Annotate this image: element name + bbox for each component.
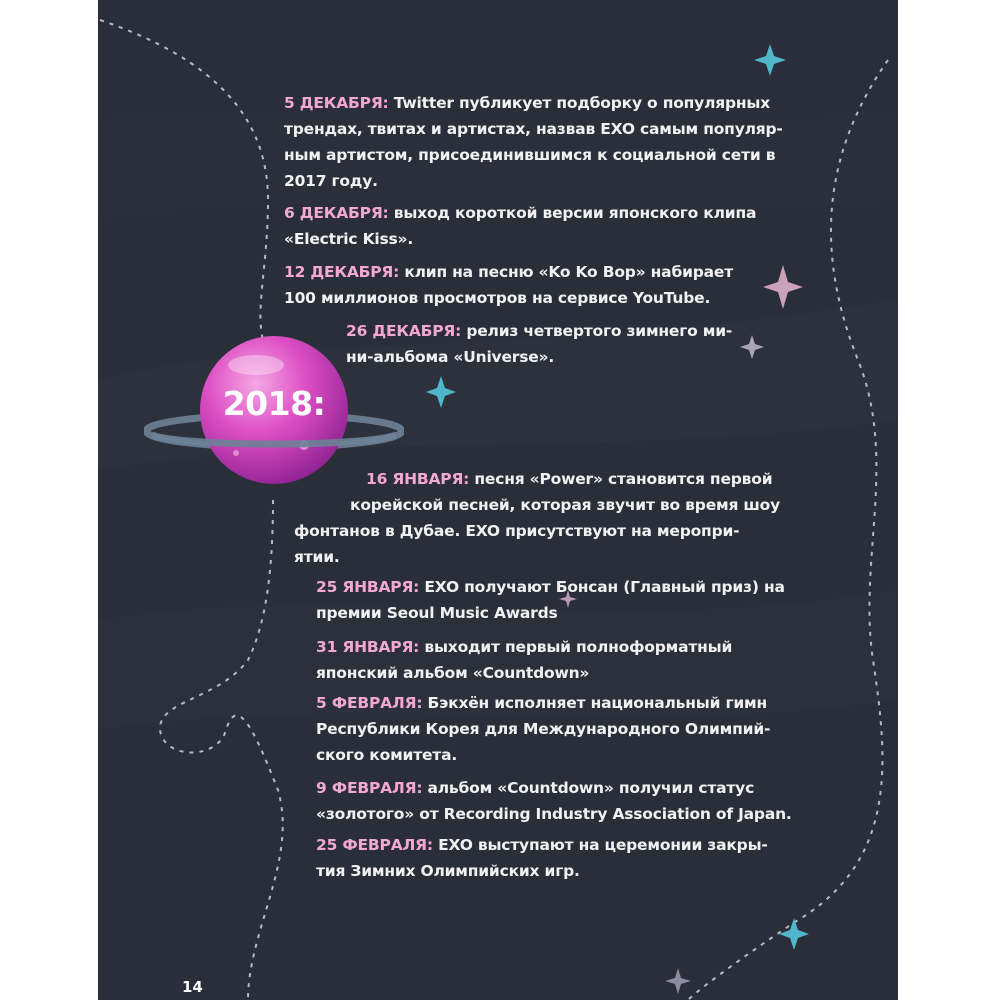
timeline-entry (316, 574, 836, 626)
entry-date: 9 ФЕВРАЛЯ: (316, 779, 423, 797)
entry-text: EXO выступают на церемонии закры- (432, 836, 768, 854)
timeline-entry (316, 832, 856, 884)
entry-text: «Electric Kiss». (284, 230, 414, 248)
page-number: 14 (182, 978, 203, 996)
entry-date: 16 ЯНВАРЯ: (366, 470, 470, 488)
entry-text: ни-альбома «Universe». (346, 348, 555, 366)
book-page (98, 0, 898, 1000)
entry-date: 26 ДЕКАБРЯ: (346, 322, 462, 340)
entry-text: фонтанов в Дубае. EXO присутствуют на меропри- (294, 522, 740, 540)
entry-text: ского комитета. (316, 746, 458, 764)
entry-text: премии Seoul Music Awards (316, 604, 558, 622)
entry-text: Бэкхён исполняет национальный гимн (422, 694, 767, 712)
entry-text: Twitter публикует подборку о популярных (388, 94, 771, 112)
entry-date: 5 ДЕКАБРЯ: (284, 94, 389, 112)
entry-text: 2017 году. (284, 172, 378, 190)
entry-text: выходит первый полноформатный (419, 638, 733, 656)
timeline-entry (316, 775, 856, 827)
entry-date: 12 ДЕКАБРЯ: (284, 263, 400, 281)
entry-date: 25 ЯНВАРЯ: (316, 578, 420, 596)
entry-text: выход короткой версии японского клипа (388, 204, 757, 222)
entry-date: 25 ФЕВРАЛЯ: (316, 836, 433, 854)
star-icon (665, 968, 691, 994)
entry-date: 31 ЯНВАРЯ: (316, 638, 420, 656)
timeline-entry (288, 466, 828, 570)
entry-text: EXO получают Бонсан (Главный приз) на (419, 578, 785, 596)
entry-date: 5 ФЕВРАЛЯ: (316, 694, 423, 712)
timeline-entry (316, 690, 856, 768)
entry-text: песня «Power» становится первой (469, 470, 773, 488)
entry-date: 6 ДЕКАБРЯ: (284, 204, 389, 222)
entry-text: ятии. (294, 548, 340, 566)
star-icon (754, 44, 786, 76)
entry-text: японский альбом «Countdown» (316, 664, 590, 682)
timeline-entry (316, 634, 836, 686)
timeline-entry (346, 318, 816, 370)
entry-text: релиз четвертого зимнего ми- (461, 322, 733, 340)
entry-text: 100 миллионов просмотров на сервисе YouTube. (284, 289, 711, 307)
year-heading: 2018: (222, 384, 326, 423)
entry-text: трендах, твитах и артистах, назвав EXO самым популяр- (284, 120, 783, 138)
timeline-entry (284, 259, 804, 311)
entry-text: Республики Корея для Международного Олимпий- (316, 720, 771, 738)
timeline-entry (284, 200, 804, 252)
star-icon (779, 918, 809, 950)
entry-text: альбом «Countdown» получил статус (422, 779, 755, 797)
entry-text: «золотого» от Recording Industry Association of Japan. (316, 805, 792, 823)
entry-text: ным артистом, присоединившимся к социальной сети в (284, 146, 776, 164)
entry-text: тия Зимних Олимпийских игр. (316, 862, 580, 880)
entry-text: клип на песню «Ko Ko Bop» набирает (399, 263, 733, 281)
entry-text: корейской песней, которая звучит во время шоу (350, 496, 781, 514)
timeline-entry (284, 90, 804, 194)
